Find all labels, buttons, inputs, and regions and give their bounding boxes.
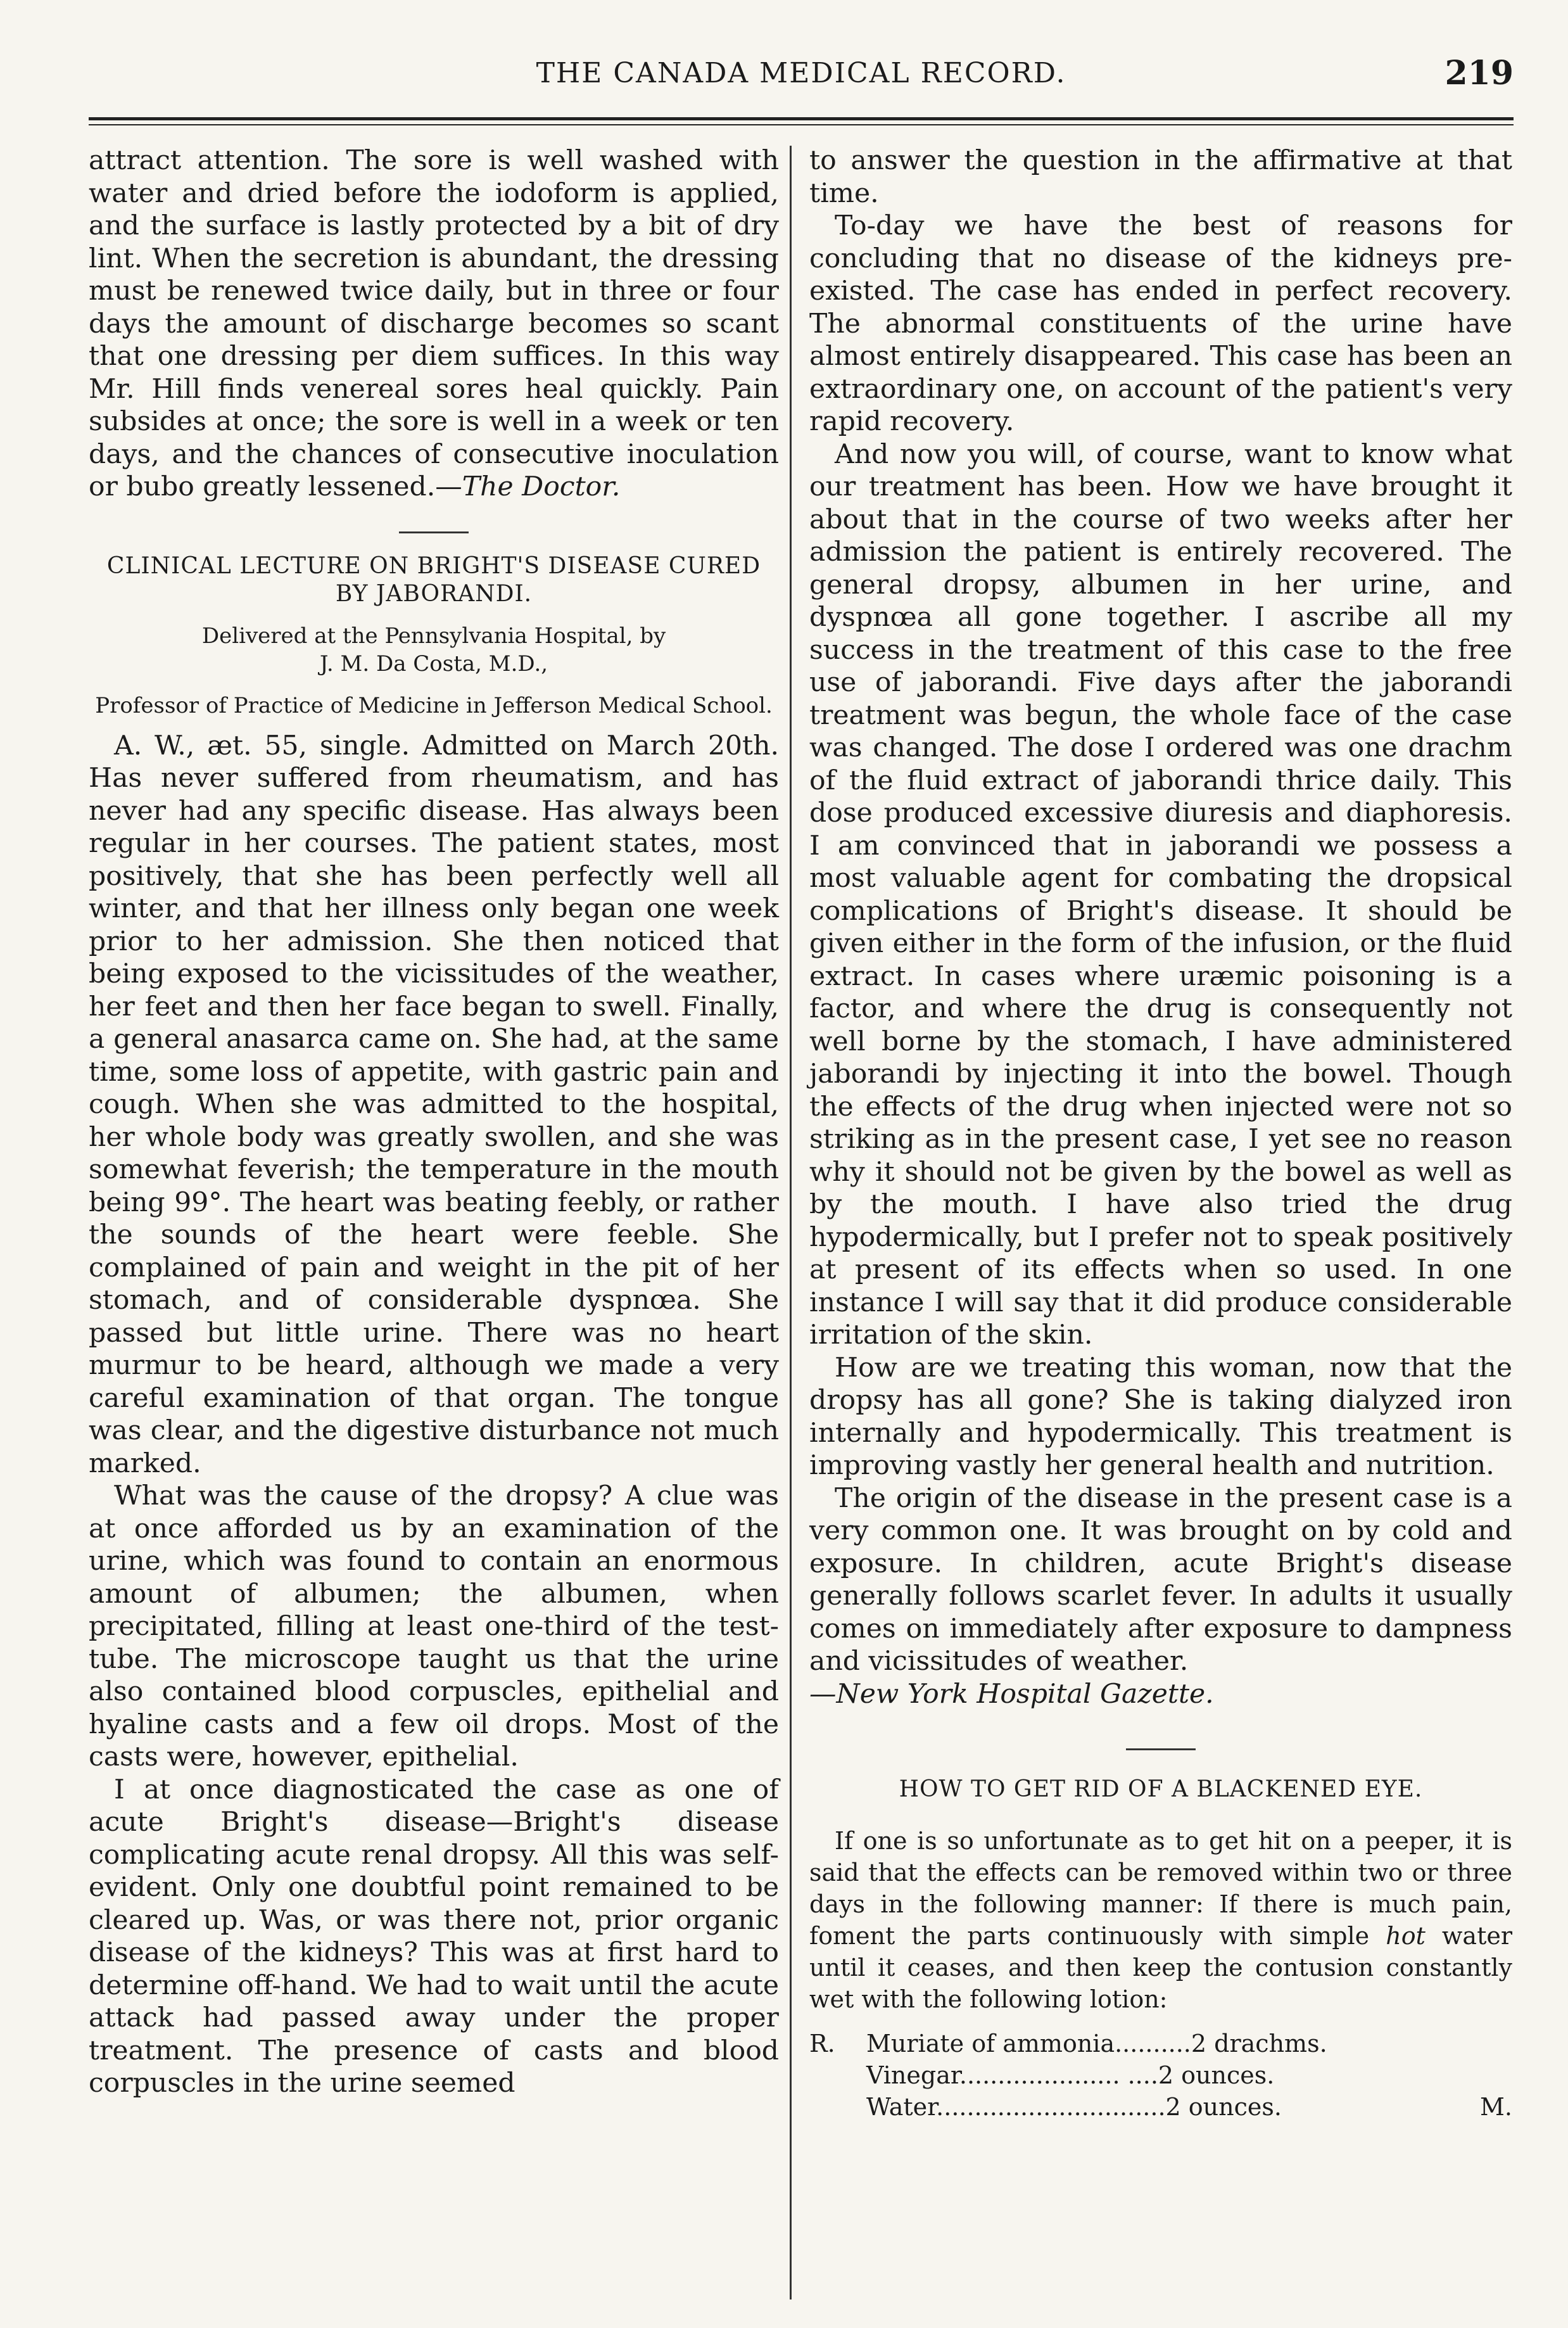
paragraph: to answer the question in the affirmative at that time. [809, 145, 1512, 209]
paragraph: The origin of the disease in the present case is a very common one. It was brought on by cold and exposure. In children, acute Bright's disease generally follows scarlet fever. In adults it usually comes on immediately after exposure to dampness and vicissitudes of weather. [809, 1482, 1512, 1677]
header-rule [89, 117, 1514, 120]
byline: Delivered at the Pennsylvania Hospital, by [201, 623, 666, 649]
prescription-line [809, 2059, 1512, 2091]
paragraph: And now you will, of course, want to know what our treatment has been. How we have brought it about that in the course of two weeks after her admission the patient is entirely recovered. The general dropsy, albumen in her urine, and dyspnœa all gone together. I ascribe all my success in the treatment of this case to the free use of jaborandi. Five days after the jaborandi treatment was begun, the whole face of the case was changed. The dose I ordered was one drachm of the fluid extract of jaborandi thrice daily. This dose produced excessive diuresis and diaphoresis. I am convinced that in jaborandi we possess a most valuable agent for combating the dropsical complications of Bright's disease. It should be given either in the form of the infusion, or the fluid extract. In cases where uræmic poisoning is a factor, and where the drug is consequently not well borne by the stomach, I have administered jaborandi by injecting it into the bowel. Though the effects of the drug when injected were not so striking as in the present case, I yet see no reason why it should not be given by the bowel as well as by the mouth. I have also tried the drug hypodermically, but I prefer not to speak positively at present of its effects when so used. In one instance I will say that it did produce considerable irritation of the skin. [809, 438, 1512, 1351]
page-header [89, 54, 1514, 105]
section-title: HOW TO GET RID OF A BLACKENED EYE. [899, 1776, 1423, 1802]
source-citation: The Doctor. [462, 471, 621, 502]
prescription [809, 2028, 1512, 2123]
prescription-line [809, 2091, 1512, 2123]
paragraph: How are we treating this woman, now that the dropsy has all gone? She is taking dialyzed iron internally and hypodermically. This treatment is improving vastly her general health and nutrition. [809, 1352, 1512, 1481]
left-column [89, 144, 779, 2100]
author-name: J. M. Da Costa, M.D., [319, 651, 548, 677]
section-title: CLINICAL LECTURE ON BRIGHT'S DISEASE CURED BY JABORANDI. [106, 552, 761, 607]
journal-title: THE CANADA MEDICAL RECORD. [536, 57, 1066, 89]
ingredient: Muriate of ammonia..........2 drachms. [866, 2030, 1327, 2058]
header-rule-thin [89, 124, 1514, 125]
paragraph: To-day we have the best of reasons for concluding that no disease of the kidneys pre-existed. The case has ended in perfect recovery. The abnormal constituents of the urine have almost entirely disappeared. This case has been an extraordinary one, on account of the patient's very rapid recovery. [809, 210, 1512, 437]
source-citation: —New York Hospital Gazette. [809, 1678, 1214, 1710]
section-divider [1126, 1748, 1196, 1750]
recipe-symbol: R. [809, 2030, 835, 2058]
ingredient: Water..............................2 ounces. [866, 2093, 1282, 2121]
ingredient: Vinegar..................... ....2 ounces. [866, 2061, 1275, 2089]
paragraph: attract attention. The sore is well washed with water and dried before the iodoform is applied, and the surface is lastly protected by a bit of dry lint. When the secretion is abundant, the dressing must be renewed twice daily, but in three or four days the amount of discharge becomes so scant that one dressing per diem suffices. In this way Mr. Hill finds venereal sores heal quickly. Pain subsides at once; the sore is well in a week or ten days, and the chances of consecutive inoculation or bubo greatly lessened.—The Doctor. [89, 145, 779, 502]
page-number: 219 [1445, 54, 1514, 92]
paragraph: What was the cause of the dropsy? A clue was at once afforded us by an examination of the urine, which was found to contain an enormous amount of albumen; the albumen, when precipitated, filling at least one-third of the test-tube. The microscope taught us that the urine also contained blood corpuscles, epithelial and hyaline casts and a few oil drops. Most of the casts were, however, epithelial. [89, 1480, 779, 1772]
right-column [809, 144, 1512, 2123]
section-divider [399, 531, 469, 533]
prescription-line [809, 2028, 1512, 2059]
misce-mark: M. [1480, 2093, 1512, 2121]
paragraph: A. W., æt. 55, single. Admitted on March 20th. Has never suffered from rheumatism, and has never had any specific disease. Has always been regular in her courses. The patient states, most positively, that she has been perfectly well all winter, and that her illness only began one week prior to her admission. She then noticed that being exposed to the vicissitudes of the weather, her feet and then her face began to swell. Finally, a general anasarca came on. She had, at the same time, some loss of appetite, with gastric pain and cough. When she was admitted to the hospital, her whole body was greatly swollen, and she was somewhat feverish; the temperature in the mouth being 99°. The heart was beating feebly, or rather the sounds of the heart were feeble. She complained of pain and weight in the pit of her stomach, and of considerable dyspnœa. She passed but little urine. There was no heart murmur to be heard, although we made a very careful examination of that organ. The tongue was clear, and the digestive disturbance not much marked. [89, 730, 779, 1479]
paragraph: I at once diagnosticated the case as one of acute Bright's disease—Bright's disease complicating acute renal dropsy. All this was self-evident. Only one doubtful point remained to be cleared up. Was, or was there not, prior organic disease of the kidneys? This was at first hard to determine off-hand. We had to wait until the acute attack had passed away under the proper treatment. The presence of casts and blood corpuscles in the urine seemed [89, 1774, 779, 2099]
author-affiliation: Professor of Practice of Medicine in Jefferson Medical School. [95, 692, 773, 718]
column-divider [790, 146, 792, 2299]
paragraph: If one is so unfortunate as to get hit on a peeper, it is said that the effects can be removed within two or three days in the following manner: If there is much pain, foment the parts continuously with simple hot water until it ceases, and then keep the contusion constantly wet with the following lotion: [809, 1827, 1512, 2013]
